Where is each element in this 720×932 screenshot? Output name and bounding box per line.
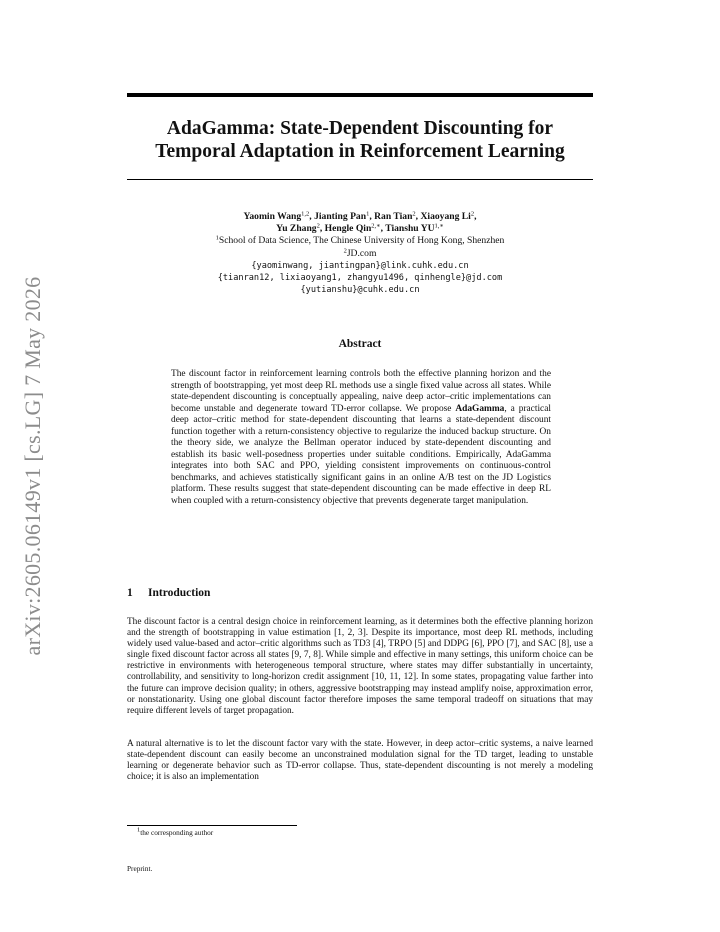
arxiv-stamp: arXiv:2605.06149v1 [cs.LG] 7 May 2026	[20, 276, 45, 656]
paper-title	[127, 117, 593, 163]
email-line-2: {tianran12, lixiaoyang1, zhangyu1496, qinhengle}@jd.com	[217, 273, 503, 284]
email-line-3: {yutianshu}@cuhk.edu.cn	[300, 285, 420, 296]
affiliation-1: $^1$School of Data Science, The Chinese University of Hong Kong, Shenzhen	[215, 234, 505, 247]
abstract-body: The discount factor in reinforcement learning controls both the effective planning horizon and the strength of bootstrapping, yet most deep RL methods use a single fixed value across all states. While state-dependent discounting is conceptually appealing, naive deep actor–critic implementations can become unstable and degenerate toward TD-error collapse. We propose AdaGamma, a practical deep actor–critic method for state-dependent discounting that learns a state-dependent discount function together with a return-consistency objective to regularize the induced backup structure. On the theory side, we analyze the Bellman operator induced by state-dependent discounting and establish its basic well-posedness properties under suitable conditions. Empirically, AdaGamma integrates into both SAC and PPO, yielding consistent improvements on continuous-control benchmarks, and achieves statistically significant gains in an online A/B test on the JD Logistics platform. These results suggest that state-dependent discounting can be made effective in deep RL when coupled with a return-consistency objective that prevents degenerate target manipulation.	[171, 369, 551, 507]
intro-paragraph-1: The discount factor is a central design choice in reinforcement learning, as it determines both the effective planning horizon and the strength of bootstrapping in value estimation [1, 2, 3]. Despite its importance, most deep RL methods, including widely used value-based and actor–critic algorithms such as TD3 [4], TRPO [5] and DDPG [6], PPO [7], and SAC [8], use a single fixed discount factor across all states [9, 7, 8]. While simple and effective in many settings, this uniform choice can be restrictive in environments with heterogeneous temporal structure, where states may differ substantially in uncertainty, controllability, and sensitivity to long-horizon credit assignment [10, 11, 12]. In some states, propagating value farther into the future can improve decision quality; in others, aggressive bootstrapping may instead amplify noise, approximation error, or nonstationarity. Using one global discount factor therefore imposes the same temporal tradeoff on situations that may require different levels of target propagation.	[127, 617, 593, 716]
abstract-heading: Abstract	[338, 338, 382, 350]
section-heading	[127, 587, 210, 599]
preprint-label: Preprint.	[127, 864, 153, 873]
author-line-1: Yaomin Wang$^{1,2}$, Jianting Pan$^1$, Ran Tian$^2$, Xiaoyang Li$^2$,	[243, 210, 477, 222]
author-name: Tianshu YU	[385, 223, 435, 235]
author-name: Hengle Qin	[324, 223, 372, 235]
author-name: Ran Tian	[374, 211, 413, 222]
author-sup: 2	[316, 222, 320, 230]
footnote: $^1$the corresponding author	[137, 826, 214, 837]
section-title: Introduction	[148, 587, 211, 599]
author-sup: 2	[470, 210, 475, 218]
author-sup: 2	[412, 210, 416, 218]
author-line-2: Yu Zhang$^2$, Hengle Qin$^{2,∗}$, Tianshu $YU^{1,∗}$	[276, 222, 444, 235]
footnote-rule	[127, 825, 297, 826]
method-name: AdaGamma	[455, 403, 505, 414]
author-sup: 1	[366, 210, 370, 218]
intro-paragraph-2: A natural alternative is to let the discount factor vary with the state. However, in deep actor–critic systems, a naive learned state-dependent discount can easily become an unconstrained modulation signal for the TD target, leading to unstable learning or degenerate behavior such as TD-error collapse. Thus, state-dependent discounting is not merely a modeling choice; it is also an implementation	[127, 739, 593, 783]
author-sup: 1,2	[301, 210, 310, 218]
title-line-2: Temporal Adaptation in Reinforcement Learning	[155, 141, 565, 162]
title-bottom-rule	[127, 179, 593, 180]
email-line-1: {yaominwang, jiantingpan}@link.cuhk.edu.cn	[251, 260, 469, 271]
author-block	[127, 211, 593, 296]
affiliation-2: $^2$JD.com	[343, 247, 377, 259]
author-sup: ∗	[376, 222, 381, 230]
title-top-rule	[127, 93, 593, 97]
author-sup: 1,∗	[434, 222, 444, 230]
author-sup: 2,	[371, 222, 377, 230]
author-name: Xiaoyang Li	[420, 211, 471, 222]
author-name: Yu Zhang	[276, 223, 317, 235]
author-name: Jianting Pan	[314, 211, 367, 222]
section-number: 1	[127, 587, 133, 599]
author-name: Yaomin Wang	[243, 211, 302, 222]
title-line-1: AdaGamma: State-Dependent Discounting for	[166, 118, 554, 139]
